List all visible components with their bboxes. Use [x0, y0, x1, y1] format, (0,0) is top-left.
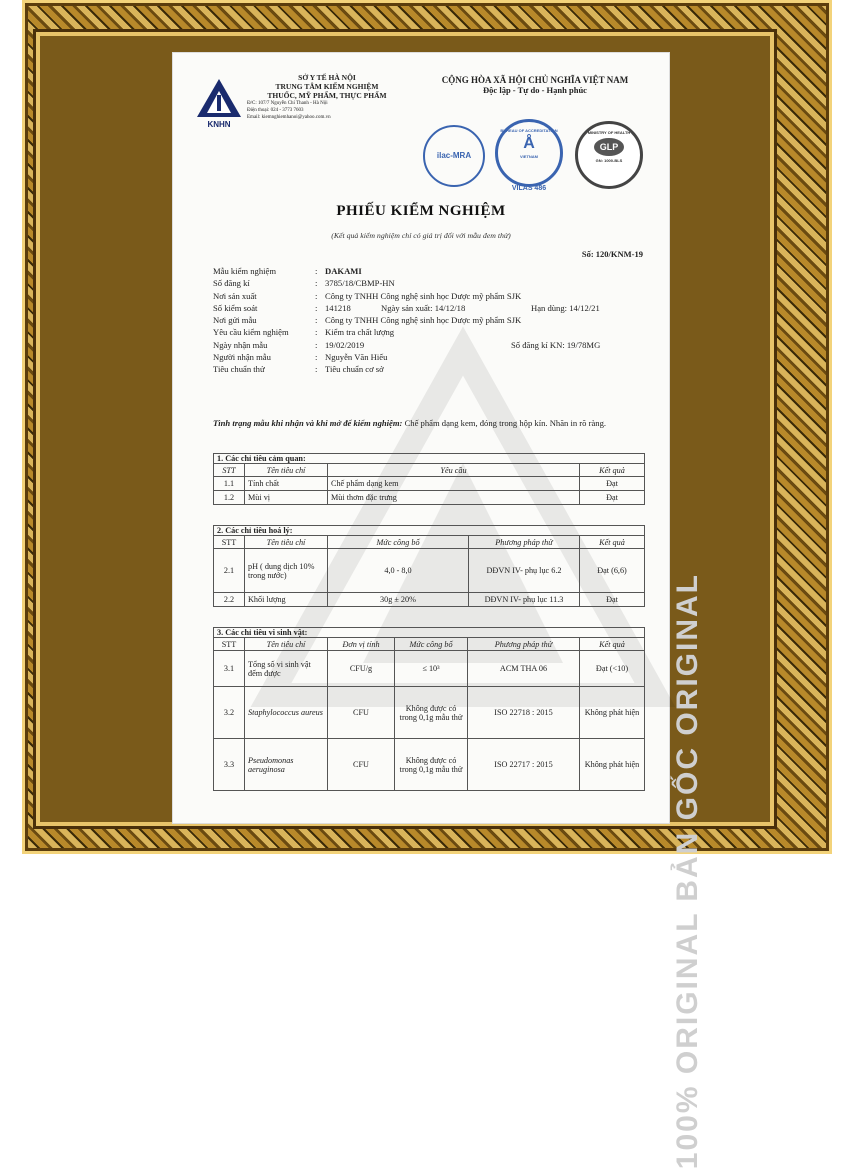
- info-value: 3785/18/CBMP-HN: [325, 278, 395, 289]
- info-label: Tiêu chuẩn thử: [213, 364, 265, 375]
- certificate-paper: [172, 52, 704, 1169]
- microbiology-table: [213, 627, 645, 791]
- info-row-standard: [213, 363, 653, 375]
- col-result: Kết quả: [580, 464, 645, 477]
- info-row-control: [213, 302, 653, 314]
- cell: 3.2: [214, 687, 245, 739]
- org-line-3: THUỐC, MỸ PHẨM, THỰC PHẨM: [267, 91, 387, 100]
- info-value: Công ty TNHH Công nghệ sinh học Dược mỹ phẩm SJK: [325, 315, 522, 326]
- cell: ISO 22717 : 2015: [468, 739, 580, 791]
- org-line-1: SỞ Y TẾ HÀ NỘI: [298, 73, 356, 82]
- cell: 1.2: [214, 491, 245, 505]
- cell: Tính chất: [245, 477, 328, 491]
- cell: Mùi thơm đặc trưng: [328, 491, 580, 505]
- cell: Mùi vị: [245, 491, 328, 505]
- info-colon: :: [315, 352, 318, 363]
- cell: Khối lượng: [245, 593, 328, 607]
- cell: DĐVN IV- phụ lục 11.3: [469, 593, 580, 607]
- section-2-title: 2. Các chỉ tiêu hoá lý:: [214, 526, 645, 536]
- info-label: Số kiểm soát: [213, 302, 258, 313]
- col-declared: Mức công bố: [328, 536, 469, 549]
- section-1-title: 1. Các chỉ tiêu cảm quan:: [214, 454, 645, 464]
- info-value: 19/02/2019: [325, 339, 365, 350]
- cell: Chế phẩm dạng kem: [328, 477, 580, 491]
- republic-name: CỘNG HÒA XÃ HỘI CHỦ NGHĨA VIỆT NAM: [441, 75, 629, 85]
- cell: CFU/g: [328, 651, 395, 687]
- col-declared: Mức công bố: [395, 638, 468, 651]
- table-row: [214, 651, 645, 687]
- cell: Đạt (6,6): [580, 549, 645, 593]
- cell: 3.1: [214, 651, 245, 687]
- info-value: Nguyễn Văn Hiếu: [325, 352, 388, 363]
- col-requirement: Yêu cầu: [328, 464, 580, 477]
- info-value: Tiêu chuẩn cơ sở: [325, 364, 384, 375]
- cell: Tổng số vi sinh vật đếm được: [245, 651, 328, 687]
- info-value: Công ty TNHH Công nghệ sinh học Dược mỹ phẩm SJK: [325, 290, 522, 301]
- col-stt: STT: [214, 464, 245, 477]
- org-email: Email: kiemnghiemhanoi@yahoo.com.vn: [247, 115, 331, 120]
- info-colon: :: [315, 278, 318, 289]
- info-label: Nơi sản xuất: [213, 290, 257, 301]
- cell: Không phát hiện: [580, 739, 645, 791]
- ilac-label: ilac-MRA: [436, 151, 472, 160]
- status-label: Tình trạng mẫu khi nhận và khi mở để kiểm nghiệm:: [213, 418, 403, 428]
- cell: Đạt (<10): [580, 651, 645, 687]
- info-label: Ngày nhận mẫu: [213, 339, 268, 350]
- info-row-receiver: [213, 351, 653, 363]
- table-row: [214, 687, 645, 739]
- info-value: 141218: [325, 302, 351, 313]
- knhn-logo-icon: [195, 77, 243, 129]
- physicochemical-table: [213, 525, 645, 607]
- glp-ministry-seal: [575, 121, 643, 189]
- mfg-date: Ngày sản xuất: 14/12/18: [381, 302, 466, 313]
- accreditation-seals: [423, 119, 663, 193]
- info-label: Mẫu kiểm nghiệm: [213, 266, 277, 276]
- ilac-mra-seal: [423, 125, 485, 187]
- cell: Không được có trong 0,1g mẫu thử: [395, 739, 468, 791]
- logo-text: KNHN: [207, 120, 231, 129]
- boa-vilas-seal: [495, 119, 563, 187]
- status-text: Chế phẩm dạng kem, đóng trong hộp kín. Nhãn in rõ ràng.: [402, 418, 607, 428]
- document-number: Số: 120/KNM-19: [581, 249, 643, 259]
- glp-label: GLP: [594, 138, 624, 156]
- info-colon: :: [315, 266, 318, 276]
- boa-label: BUREAU OF ACCREDITATION: [500, 128, 558, 133]
- glp-code: GN: 1000-BLS: [595, 158, 623, 163]
- info-row-request: [213, 326, 653, 338]
- info-label: Yêu cầu kiểm nghiệm: [213, 327, 289, 338]
- cell: CFU: [328, 739, 395, 791]
- col-stt: STT: [214, 536, 245, 549]
- info-row-sender: [213, 314, 653, 326]
- vilas-number: VILAS 486: [511, 185, 547, 192]
- cell: 3.3: [214, 739, 245, 791]
- info-row-producer: [213, 290, 653, 302]
- info-value: Kiểm tra chất lượng: [325, 327, 395, 338]
- cell: ACM THA 06: [468, 651, 580, 687]
- col-criterion: Tên tiêu chí: [245, 536, 328, 549]
- document-subtitle: (Kết quả kiểm nghiệm chỉ có giá trị đối với mẫu đem thử): [331, 231, 511, 240]
- sensory-table: [213, 453, 645, 505]
- cell: pH ( dung dịch 10% trong nước): [245, 549, 328, 593]
- info-colon: :: [315, 364, 318, 375]
- cell: 30g ± 20%: [328, 593, 469, 607]
- org-address: Đ/C: 107/7 Nguyễn Chí Thanh - Hà Nội: [247, 101, 328, 106]
- table-row: [214, 739, 645, 791]
- info-label: Nơi gửi mẫu: [213, 315, 257, 326]
- cell: DĐVN IV- phụ lục 6.2: [469, 549, 580, 593]
- section-3-title: 3. Các chỉ tiêu vi sinh vật:: [214, 628, 645, 638]
- table-row: [214, 477, 645, 491]
- original-watermark-text: 100% ORIGINAL BẢN GỐC ORIGINAL: [671, 573, 704, 1169]
- cell: CFU: [328, 687, 395, 739]
- cell: 1.1: [214, 477, 245, 491]
- exp-date: Hạn dùng: 14/12/21: [531, 302, 600, 313]
- national-motto: Độc lập - Tự do - Hạnh phúc: [483, 85, 587, 95]
- kn-reg-number: Số đăng kí KN: 19/78MG: [511, 339, 601, 350]
- cell: Đạt: [580, 477, 645, 491]
- cell: Không phát hiện: [580, 687, 645, 739]
- sample-status: [213, 417, 649, 430]
- cell: 4,0 - 8,0: [328, 549, 469, 593]
- cell: Pseudomonas aeruginosa: [245, 739, 328, 791]
- col-stt: STT: [214, 638, 245, 651]
- col-method: Phương pháp thử: [468, 638, 580, 651]
- cell: Không được có trong 0,1g mẫu thử: [395, 687, 468, 739]
- cell: 2.1: [214, 549, 245, 593]
- issuer-org: [247, 73, 407, 121]
- info-row-received: [213, 339, 653, 351]
- boa-country: VIETNAM: [520, 154, 538, 159]
- col-criterion: Tên tiêu chí: [245, 464, 328, 477]
- info-label: Số đăng kí: [213, 278, 250, 289]
- document-title: PHIẾU KIỂM NGHIỆM: [336, 203, 506, 219]
- col-criterion: Tên tiêu chí: [245, 638, 328, 651]
- sample-info: [213, 265, 653, 376]
- col-method: Phương pháp thử: [469, 536, 580, 549]
- col-result: Kết quả: [580, 536, 645, 549]
- cell: Staphylococcus aureus: [245, 687, 328, 739]
- cell: 2.2: [214, 593, 245, 607]
- info-colon: :: [315, 315, 318, 326]
- table-row: [214, 593, 645, 607]
- info-colon: :: [315, 339, 318, 350]
- ministry-label: MINISTRY OF HEALTH: [587, 130, 631, 135]
- table-row: [214, 491, 645, 505]
- org-phone: Điện thoại: 024 - 3773 7603: [247, 108, 304, 113]
- republic-header: [405, 75, 665, 95]
- info-colon: :: [315, 327, 318, 338]
- col-result: Kết quả: [580, 638, 645, 651]
- org-line-2: TRUNG TÂM KIỂM NGHIỆM: [275, 82, 379, 91]
- info-colon: :: [315, 302, 318, 313]
- table-row: [214, 549, 645, 593]
- cell: Đạt: [580, 593, 645, 607]
- info-value: DAKAMI: [325, 266, 362, 276]
- col-unit: Đơn vị tính: [328, 638, 395, 651]
- cell: ≤ 10³: [395, 651, 468, 687]
- info-colon: :: [315, 290, 318, 301]
- cell: ISO 22718 : 2015: [468, 687, 580, 739]
- boa-emblem-icon: Å: [523, 135, 535, 152]
- info-row-reg: [213, 277, 653, 289]
- info-label: Người nhận mẫu: [213, 352, 271, 363]
- cell: Đạt: [580, 491, 645, 505]
- info-row-sample: [213, 265, 653, 277]
